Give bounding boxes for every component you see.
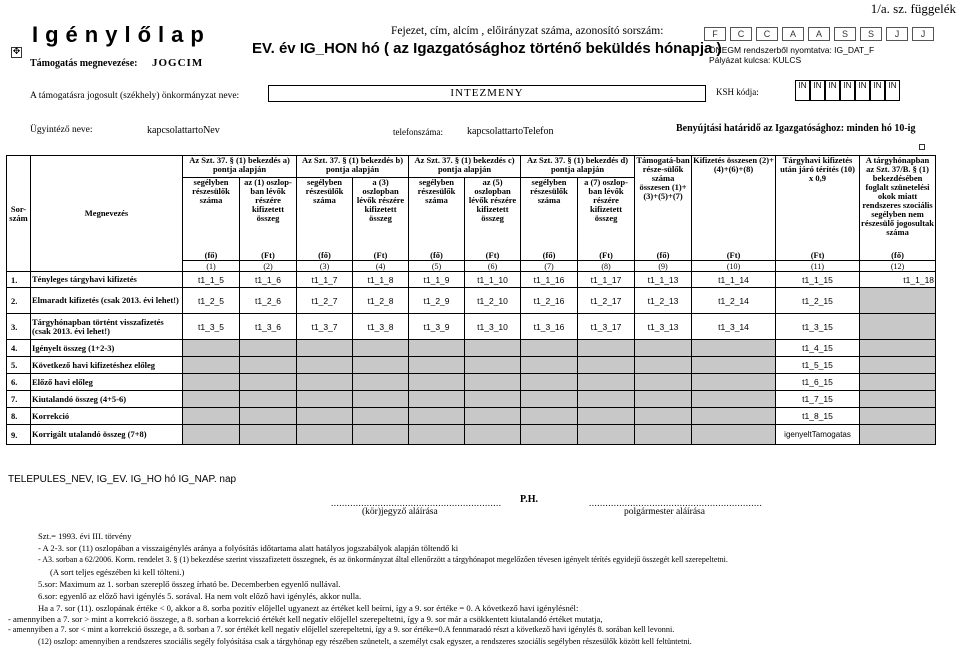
data-cell[interactable]: t1_1_10 xyxy=(465,272,521,288)
row-number-header: Sor- szám xyxy=(7,156,31,272)
ksh-code-box[interactable]: IN xyxy=(825,80,840,101)
code-box[interactable]: J xyxy=(886,27,908,41)
disabled-cell xyxy=(353,425,409,445)
disabled-cell xyxy=(183,357,240,374)
note-line: - A 2-3. sor (11) oszlopában a visszaigénylés aránya a folyósítás időtartama alatt hatályos jogszabályok alapján töltendő ki xyxy=(38,543,459,553)
row-label: Tárgyhónapban történt visszafizetés (csak 2013. évi lehet!) xyxy=(31,314,183,340)
row-number: 5. xyxy=(7,357,31,374)
row-number: 6. xyxy=(7,374,31,391)
table-row xyxy=(7,357,936,374)
data-cell[interactable]: t1_2_5 xyxy=(183,288,240,314)
column-number: (8) xyxy=(578,261,635,272)
data-cell[interactable]: t1_3_10 xyxy=(465,314,521,340)
data-cell[interactable]: t1_7_15 xyxy=(776,391,860,408)
disabled-cell xyxy=(635,357,692,374)
column-number: (2) xyxy=(240,261,297,272)
unit-label: (Ft) xyxy=(240,246,297,261)
disabled-cell xyxy=(578,425,635,445)
disabled-cell xyxy=(692,408,776,425)
note-line: - amennyiben a 7. sor > mint a korrekció összege, a 8. sorban a korrekció értékét kell negatív előjellel szerepeltetni, így a 9. sor már a csökkentett kiutalandó értéket mutatja, xyxy=(8,614,603,624)
column-number: (3) xyxy=(297,261,353,272)
recipients-count-header: segélyben részesülők száma xyxy=(183,178,240,246)
disabled-cell xyxy=(635,425,692,445)
disabled-cell xyxy=(692,357,776,374)
group-header-b: Az Szt. 37. § (1) bekezdés b) pontja alapján xyxy=(297,156,409,178)
disabled-cell xyxy=(635,408,692,425)
disabled-cell xyxy=(521,357,578,374)
data-cell[interactable]: t1_2_6 xyxy=(240,288,297,314)
data-cell[interactable]: t1_1_8 xyxy=(353,272,409,288)
row-label: Korrekció xyxy=(31,408,183,425)
institution-field[interactable]: INTEZMENY xyxy=(268,85,706,102)
disabled-cell xyxy=(240,357,297,374)
data-cell[interactable]: t1_2_7 xyxy=(297,288,353,314)
data-cell[interactable]: t1_3_9 xyxy=(409,314,465,340)
unit-label: (fő) xyxy=(635,246,692,261)
ksh-code-box[interactable]: IN xyxy=(795,80,810,101)
disabled-cell xyxy=(297,374,353,391)
col12-header: A tárgyhónapban az Szt. 37/B. § (1) bekezdésében foglalt szünetelési okok miatt rendszeres szociális segélyben nem részesülő jogosultak száma xyxy=(860,156,936,246)
data-cell[interactable]: t1_2_14 xyxy=(692,288,776,314)
data-cell[interactable]: t1_1_6 xyxy=(240,272,297,288)
administrator-name-field[interactable]: kapcsolattartoNev xyxy=(147,125,220,136)
table-row xyxy=(7,314,936,340)
disabled-cell xyxy=(409,408,465,425)
note-line: - amennyiben a 7. sor < mint a korrekció összege, a 8. sorban a 7. sor értékét kell negatív előjellel szerepeltetni, így a 9. sor értéke=0.A fennmaradó részt a következő havi igénylés 8. sorában kell levonni. xyxy=(8,625,675,634)
notary-signature-label: (kör)jegyző aláírása xyxy=(362,507,438,517)
code-box[interactable]: C xyxy=(756,27,778,41)
data-cell[interactable]: t1_8_15 xyxy=(776,408,860,425)
identifier-code-boxes xyxy=(704,27,934,41)
column-number: (9) xyxy=(635,261,692,272)
unit-label: (fő) xyxy=(409,246,465,261)
disabled-cell xyxy=(183,425,240,445)
row-number: 8. xyxy=(7,408,31,425)
note-line: (12) oszlop: amennyiben a rendszeres szociális segély folyósítása csak a tárgyhónap egy részében szünetelt, a személyt csak egyszer, a rendszeres szociális segélyben részesülők között kell feltüntetni. xyxy=(38,637,692,646)
disabled-cell xyxy=(353,408,409,425)
disabled-cell xyxy=(860,357,936,374)
recipients-count-header: segélyben részesülők száma xyxy=(297,178,353,246)
disabled-cell xyxy=(860,425,936,445)
unit-label: (Ft) xyxy=(353,246,409,261)
data-cell[interactable]: t1_3_8 xyxy=(353,314,409,340)
row-number: 9. xyxy=(7,425,31,445)
disabled-cell xyxy=(635,374,692,391)
disabled-cell xyxy=(860,391,936,408)
ksh-code-label: KSH kódja: xyxy=(716,87,759,97)
data-cell[interactable]: t1_1_13 xyxy=(635,272,692,288)
data-cell[interactable]: t1_2_9 xyxy=(409,288,465,314)
table-row xyxy=(7,425,936,445)
disabled-cell xyxy=(353,340,409,357)
application-key-line: Pályázat kulcsa: KULCS xyxy=(709,55,802,65)
table-row xyxy=(7,340,936,357)
disabled-cell xyxy=(465,357,521,374)
row-label: Kiutalandó összeg (4+5-6) xyxy=(31,391,183,408)
code-box[interactable]: F xyxy=(704,27,726,41)
table-row xyxy=(7,391,936,408)
ksh-code-box[interactable]: IN xyxy=(810,80,825,101)
ksh-code-box[interactable]: IN xyxy=(840,80,855,101)
row-label: Előző havi előleg xyxy=(31,374,183,391)
paid-amount-header: a (3) oszlopban lévők részére kifizetett összeg xyxy=(353,178,409,246)
disabled-cell xyxy=(240,340,297,357)
data-cell[interactable]: t1_3_17 xyxy=(578,314,635,340)
period-heading: EV. év IG_HON hó ( az Igazgatósághoz történő beküldés hónapja ) xyxy=(252,40,722,57)
paid-amount-header: a (7) oszlop-ban lévők részére kifizetett összeg xyxy=(578,178,635,246)
row-number: 3. xyxy=(7,314,31,340)
data-cell[interactable]: t1_3_7 xyxy=(297,314,353,340)
row-number: 2. xyxy=(7,288,31,314)
mayor-signature-label: polgármester aláírása xyxy=(624,507,705,517)
disabled-cell xyxy=(409,357,465,374)
column-number: (5) xyxy=(409,261,465,272)
disabled-cell xyxy=(465,340,521,357)
data-cell[interactable]: t1_2_17 xyxy=(578,288,635,314)
disabled-cell xyxy=(183,408,240,425)
unit-label: (fő) xyxy=(183,246,240,261)
code-box[interactable]: A xyxy=(782,27,804,41)
disabled-cell xyxy=(409,425,465,445)
phone-label: telefonszáma: xyxy=(393,127,443,137)
signature-line-right: ............................................................... xyxy=(589,498,763,508)
data-cell[interactable]: t1_2_8 xyxy=(353,288,409,314)
paid-amount-header: az (1) oszlop-ban lévők részére kifizetett összeg xyxy=(240,178,297,246)
group-header-d: Az Szt. 37. § (1) bekezdés d) pontja alapján xyxy=(521,156,635,178)
group-header-c: Az Szt. 37. § (1) bekezdés c) pontja alapján xyxy=(409,156,521,178)
code-box[interactable]: C xyxy=(730,27,752,41)
disabled-cell xyxy=(465,425,521,445)
data-cell[interactable]: t1_1_7 xyxy=(297,272,353,288)
data-cell[interactable]: t1_1_15 xyxy=(776,272,860,288)
disabled-cell xyxy=(353,357,409,374)
data-cell[interactable]: t1_3_16 xyxy=(521,314,578,340)
note-line: 6.sor: egyenlő az előző havi igénylés 5. sorával. Ha nem volt előző havi igénylés, akkor nulla. xyxy=(38,591,362,601)
disabled-cell xyxy=(183,391,240,408)
phone-field[interactable]: kapcsolattartoTelefon xyxy=(467,126,554,137)
disabled-cell xyxy=(521,374,578,391)
disabled-cell xyxy=(578,340,635,357)
disabled-cell xyxy=(465,408,521,425)
row-label: Elmaradt kifizetés (csak 2013. évi lehet!) xyxy=(31,288,183,314)
unit-label: (fő) xyxy=(297,246,353,261)
data-cell[interactable]: t1_1_17 xyxy=(578,272,635,288)
disabled-cell xyxy=(240,374,297,391)
support-name-label: Támogatás megnevezése: xyxy=(30,58,138,69)
table-row xyxy=(7,374,936,391)
note-line: - A3. sorban a 62/2006. Korm. rendelet 3. § (1) bekezdése szerint visszafizetett összegnek, és az önkormányzat által ellenőrzött a tárgyhónapot megelőzően tévesen igényelt térítés egyidejű összegét kell szerepeltetni. xyxy=(38,555,728,564)
disabled-cell xyxy=(409,374,465,391)
disabled-cell xyxy=(521,340,578,357)
disabled-cell xyxy=(692,340,776,357)
data-cell[interactable]: t1_1_5 xyxy=(183,272,240,288)
disabled-cell xyxy=(409,340,465,357)
col10-header: Kifizetés összesen (2)+(4)+(6)+(8) xyxy=(692,156,776,246)
disabled-cell xyxy=(860,408,936,425)
unit-label: (fő) xyxy=(521,246,578,261)
deadline-text: Benyújtási határidő az Igazgatósághoz: minden hó 10-ig xyxy=(676,123,916,134)
support-name-value: JOGCIM xyxy=(152,57,204,69)
code-box[interactable]: A xyxy=(808,27,830,41)
disabled-cell xyxy=(578,374,635,391)
print-source-line: ÖNEGM rendszerből nyomtatva: IG_DAT_F xyxy=(709,45,875,55)
code-box[interactable]: S xyxy=(860,27,882,41)
disabled-cell xyxy=(860,340,936,357)
data-cell[interactable]: t1_1_16 xyxy=(521,272,578,288)
disabled-cell xyxy=(860,288,936,314)
data-cell[interactable]: t1_3_15 xyxy=(776,314,860,340)
recipients-count-header: segélyben részesülők száma xyxy=(409,178,465,246)
row-number: 1. xyxy=(7,272,31,288)
form-title: Igénylőlap xyxy=(32,22,211,47)
row-number: 7. xyxy=(7,391,31,408)
disabled-cell xyxy=(297,340,353,357)
note-line: (A sort teljes egészében ki kell tölteni.) xyxy=(50,567,185,577)
column-number: (4) xyxy=(353,261,409,272)
disabled-cell xyxy=(860,314,936,340)
data-cell[interactable]: t1_5_15 xyxy=(776,357,860,374)
disabled-cell xyxy=(578,408,635,425)
disabled-cell xyxy=(578,391,635,408)
disabled-cell xyxy=(297,408,353,425)
column-number: (1) xyxy=(183,261,240,272)
column-number: (6) xyxy=(465,261,521,272)
disabled-cell xyxy=(635,391,692,408)
stamp-label: P.H. xyxy=(520,494,538,505)
data-cell[interactable]: igenyeltTamogatas xyxy=(776,425,860,445)
disabled-cell xyxy=(578,357,635,374)
disabled-cell xyxy=(860,374,936,391)
disabled-cell xyxy=(465,374,521,391)
disabled-cell xyxy=(297,425,353,445)
data-cell[interactable]: t1_6_15 xyxy=(776,374,860,391)
place-date-line: TELEPULES_NEV, IG_EV. IG_HO hó IG_NAP. nap xyxy=(8,474,237,485)
disabled-cell xyxy=(692,374,776,391)
data-cell[interactable]: t1_2_10 xyxy=(465,288,521,314)
data-cell[interactable]: t1_3_13 xyxy=(635,314,692,340)
column-number: (10) xyxy=(692,261,776,272)
unit-label: (Ft) xyxy=(776,246,860,261)
disabled-cell xyxy=(353,391,409,408)
column-number: (7) xyxy=(521,261,578,272)
table-row xyxy=(7,288,936,314)
row-label: Igényelt összeg (1+2-3) xyxy=(31,340,183,357)
table-row xyxy=(7,272,936,288)
ksh-code-box[interactable]: IN xyxy=(855,80,870,101)
data-cell[interactable]: t1_2_16 xyxy=(521,288,578,314)
data-cell[interactable]: t1_3_5 xyxy=(183,314,240,340)
disabled-cell xyxy=(353,374,409,391)
ksh-code-box[interactable]: IN xyxy=(885,80,900,101)
disabled-cell xyxy=(521,391,578,408)
disabled-cell xyxy=(635,340,692,357)
row-label: Következő havi kifizetéshez előleg xyxy=(31,357,183,374)
data-cell[interactable]: t1_2_13 xyxy=(635,288,692,314)
note-line: Szt.= 1993. évi III. törvény xyxy=(38,531,132,541)
paid-amount-header: az (5) oszlopban lévők részére kifizetett összeg xyxy=(465,178,521,246)
row-label: Tényleges tárgyhavi kifizetés xyxy=(31,272,183,288)
col9-header: Támogatá-ban része-sülők száma összesen (1)+(3)+(5)+(7) xyxy=(635,156,692,246)
data-cell[interactable]: t1_2_15 xyxy=(776,288,860,314)
signature-line-left: .............................................................. xyxy=(331,498,502,508)
disabled-cell xyxy=(240,408,297,425)
data-cell[interactable]: t1_1_9 xyxy=(409,272,465,288)
note-line: Ha a 7. sor (11). oszlopának értéke < 0, akkor a 8. sorba pozitív előjellel ugyanezt az értéket kell beírni, így a 9. sor értéke = 0. A következő havi igénylésnél: xyxy=(38,603,579,613)
row-number: 4. xyxy=(7,340,31,357)
ksh-code-boxes xyxy=(795,80,900,101)
disabled-cell xyxy=(521,408,578,425)
administrator-label: Ügyintéző neve: xyxy=(30,125,93,135)
ksh-code-box[interactable]: IN xyxy=(870,80,885,101)
code-box[interactable]: J xyxy=(912,27,934,41)
annex-label: 1/a. sz. függelék xyxy=(870,1,956,16)
data-cell[interactable]: t1_4_15 xyxy=(776,340,860,357)
data-cell[interactable]: t1_3_6 xyxy=(240,314,297,340)
disabled-cell xyxy=(297,357,353,374)
column-number: (11) xyxy=(776,261,860,272)
disabled-cell xyxy=(409,391,465,408)
description-header: Megnevezés xyxy=(31,156,183,272)
disabled-cell xyxy=(297,391,353,408)
data-cell[interactable]: t1_3_14 xyxy=(692,314,776,340)
table-row xyxy=(7,408,936,425)
disabled-cell xyxy=(240,391,297,408)
disabled-cell xyxy=(183,374,240,391)
recipients-count-header: segélyben részesülők száma xyxy=(521,178,578,246)
disabled-cell xyxy=(692,391,776,408)
column-number: (12) xyxy=(860,261,936,272)
disabled-cell xyxy=(183,340,240,357)
group-header-a: Az Szt. 37. § (1) bekezdés a) pontja alapján xyxy=(183,156,297,178)
move-handle-icon[interactable]: ✥ xyxy=(12,47,21,57)
disabled-cell xyxy=(521,425,578,445)
disabled-cell xyxy=(240,425,297,445)
unit-label: (Ft) xyxy=(465,246,521,261)
row-label: Korrigált utalandó összeg (7+8) xyxy=(31,425,183,445)
unit-label: (fő) xyxy=(860,246,936,261)
disabled-cell xyxy=(692,425,776,445)
disabled-cell xyxy=(465,391,521,408)
municipality-label: A támogatásra jogosult (székhely) önkormányzat neve: xyxy=(30,91,240,101)
data-cell[interactable]: t1_1_14 xyxy=(692,272,776,288)
unit-label: (Ft) xyxy=(578,246,635,261)
chapter-label: Fejezet, cím, alcím , előirányzat száma, azonosító sorszám: xyxy=(391,25,664,37)
col11-header: Tárgyhavi kifizetés után járó térítés (10) x 0,9 xyxy=(776,156,860,246)
data-cell[interactable]: t1_1_18 xyxy=(860,272,936,288)
checkbox-square[interactable] xyxy=(919,144,925,150)
claim-table xyxy=(6,155,936,445)
unit-label: (Ft) xyxy=(692,246,776,261)
code-box[interactable]: S xyxy=(834,27,856,41)
note-line: 5.sor: Maximum az 1. sorban szereplő összeg írható be. Decemberben egyenlő nullával. xyxy=(38,579,341,589)
